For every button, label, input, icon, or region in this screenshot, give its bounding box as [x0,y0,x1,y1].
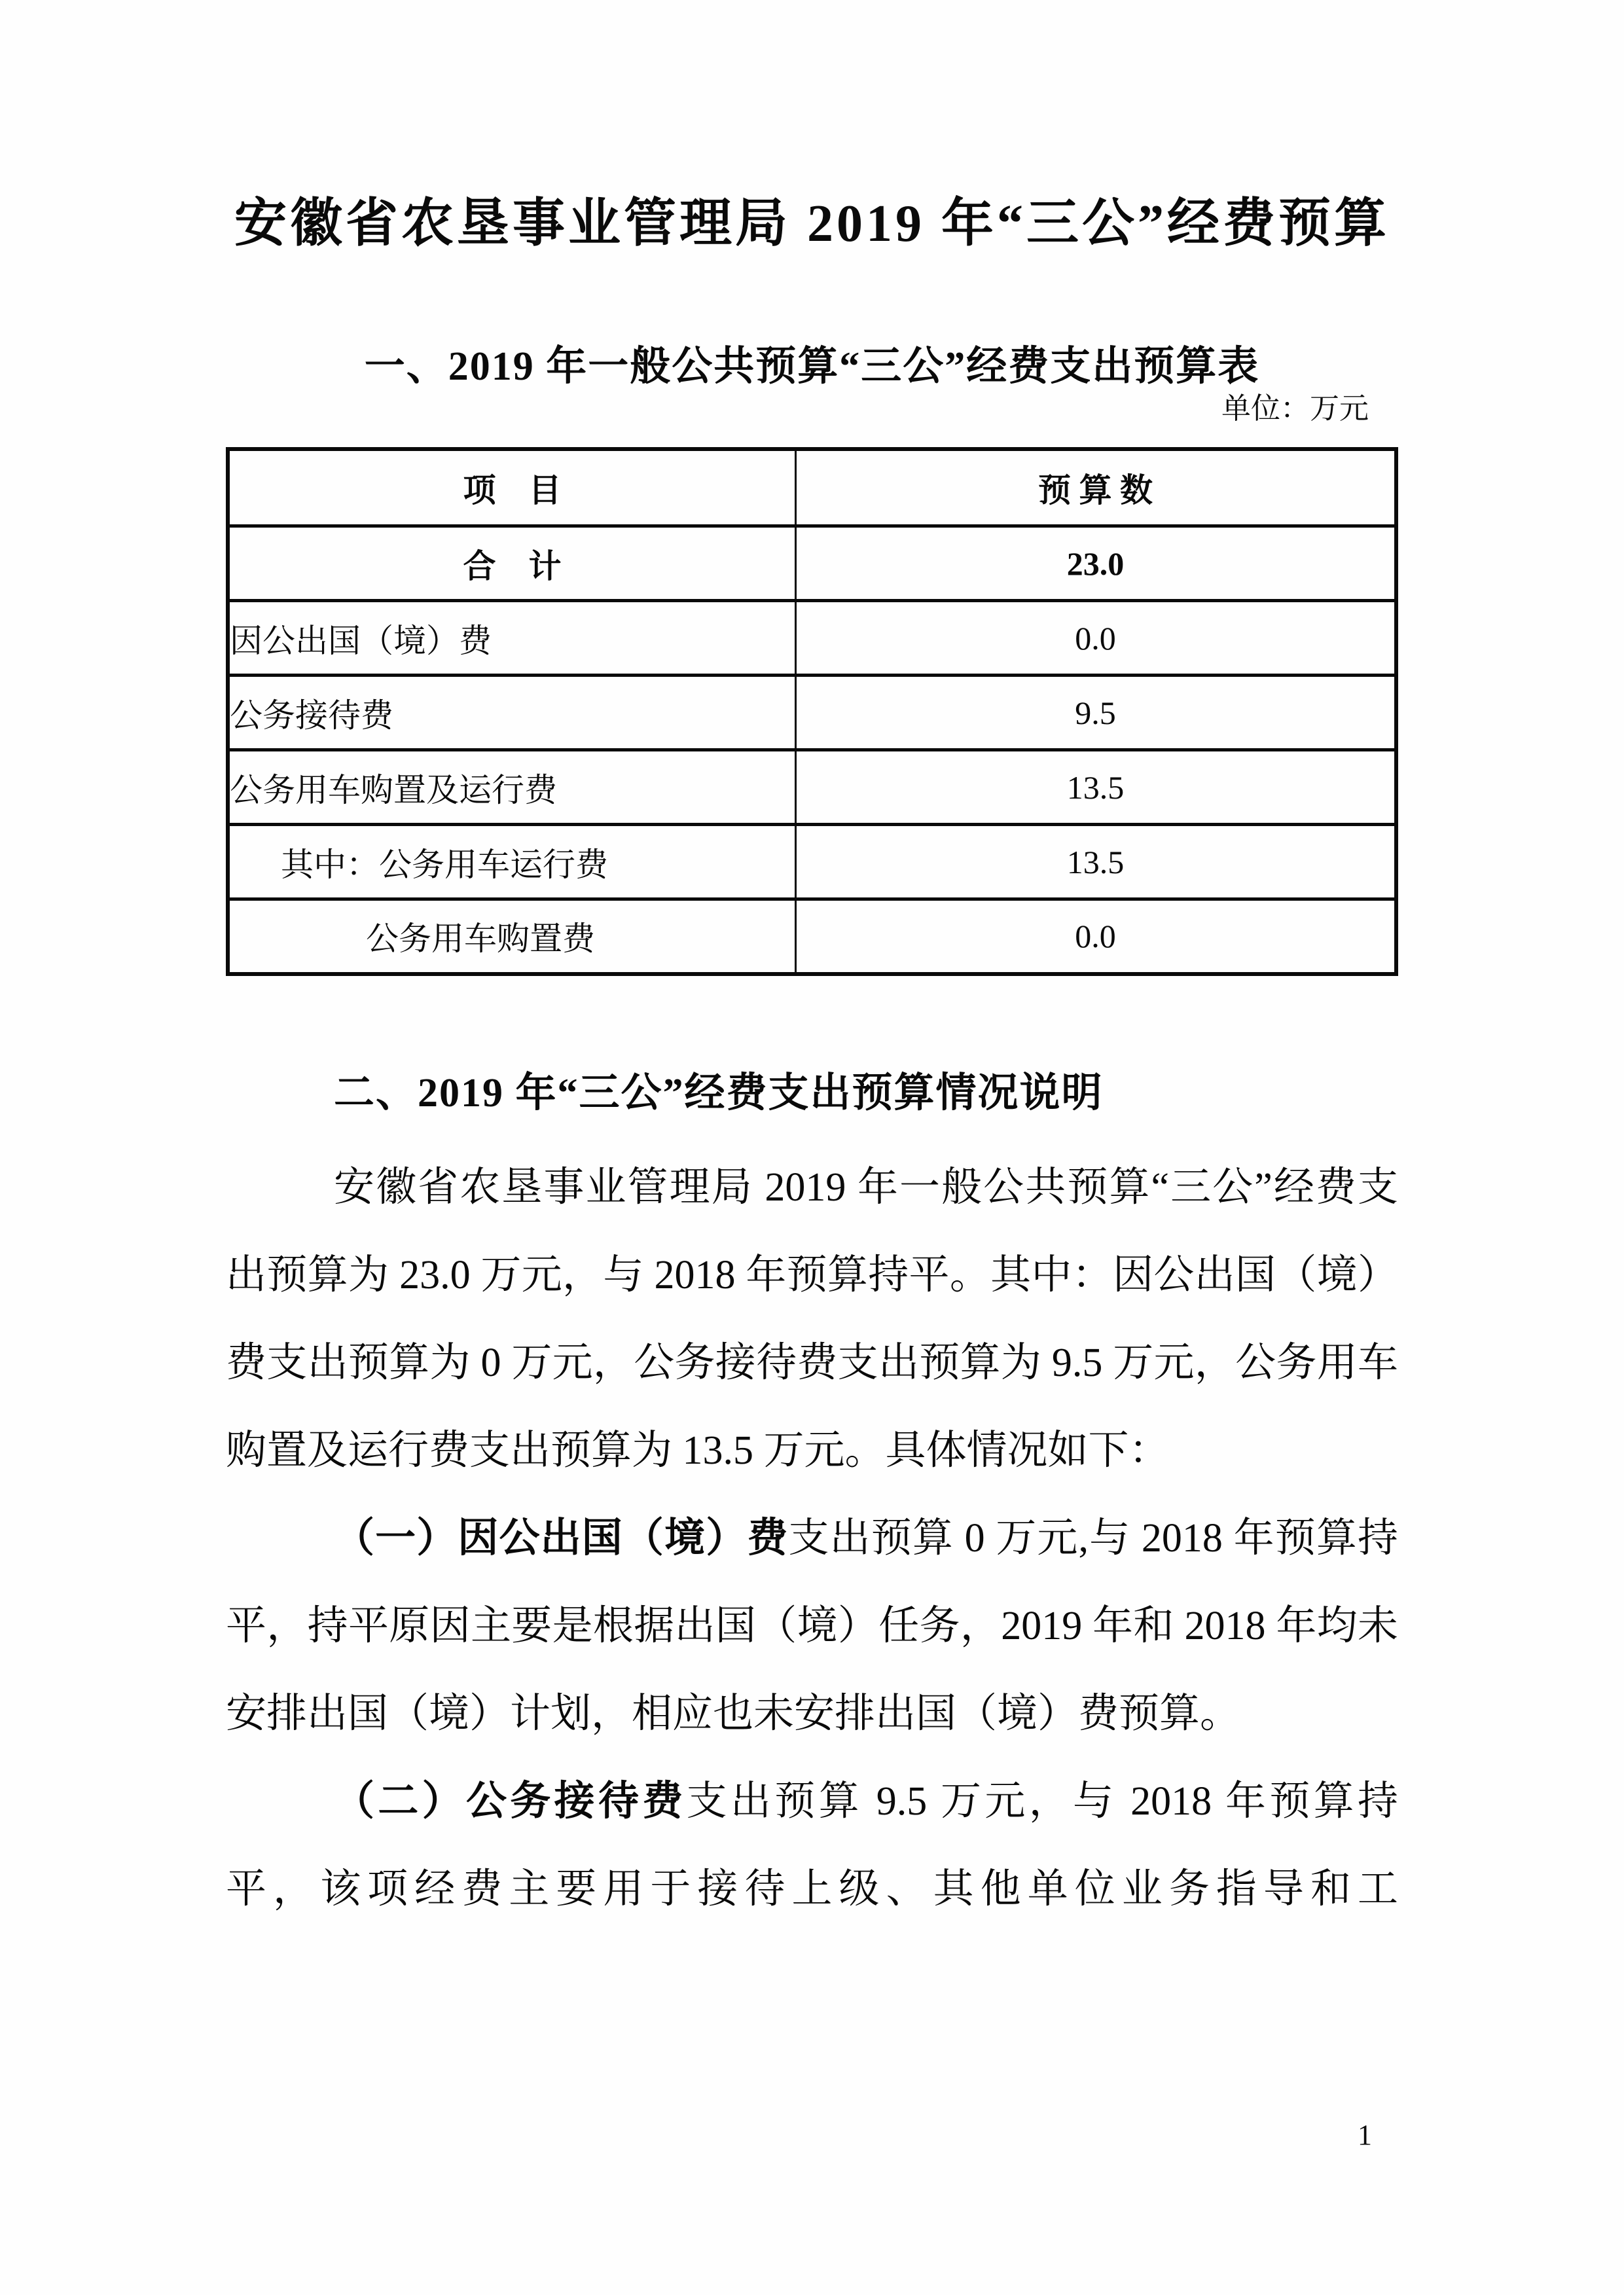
paragraph-reception-lead: （二）公务接待费 [334,1779,687,1824]
section1-heading: 一、2019 年一般公共预算“三公”经费支出预算表 [364,344,1260,389]
table-row-vehicle-operation [228,825,1396,899]
row-label-vehicle-purchase: 公务用车购置费 [228,899,796,974]
table-header-row [228,449,1396,526]
table-row-total [228,526,1396,601]
section2-body [226,1144,1398,1933]
row-label-reception: 公务接待费 [228,676,796,750]
table-row-vehicle-purchase [228,899,1396,974]
row-value-vehicle-operation: 13.5 [796,825,1397,899]
table-row-reception [228,676,1396,750]
row-value-total: 23.0 [796,526,1397,601]
row-label-vehicle-operation: 其中：公务用车运行费 [228,825,796,899]
page-number: 1 [1358,2119,1372,2151]
budget-table [226,447,1398,976]
table-row-abroad [228,601,1396,676]
unit-note: 单位：万元 [1221,391,1369,425]
document-title: 安徽省农垦事业管理局 2019 年“三公”经费预算 [234,195,1390,253]
table-row-vehicle-total [228,750,1396,825]
row-value-abroad: 0.0 [796,601,1397,676]
column-header-item: 项 目 [228,449,796,526]
paragraph-overview-text: 安徽省农垦事业管理局 2019 年一般公共预算“三公”经费支出预算为 23.0 万元，与 2018 年预算持平。其中：因公出国（境）费支出预算为 0 万元，公务接待费支出预算为 9.5 万元，公务用车购置及运行费支出预算为 13.5 万元。具体情况如下： [226,1165,1398,1473]
column-header-budget: 预 算 数 [796,449,1397,526]
paragraph-reception-text: 支出预算 9.5 万元，与 2018 年预算持平，该项经费主要用于接待上级、其他单位业务指导和工 [226,1779,1398,1912]
paragraph-overview [226,1144,1398,1494]
section2-heading: 二、2019 年“三公”经费支出预算情况说明 [334,1070,1104,1115]
row-label-abroad: 因公出国（境）费 [228,601,796,676]
paragraph-abroad-expense [226,1494,1398,1758]
paragraph-reception-expense [226,1758,1398,1933]
paragraph-abroad-text: 支出预算 0 万元,与 2018 年预算持平，持平原因主要是根据出国（境）任务，2019 年和 2018 年均未安排出国（境）计划，相应也未安排出国（境）费预算。 [226,1516,1398,1737]
row-label-vehicle-total: 公务用车购置及运行费 [228,750,796,825]
row-value-reception: 9.5 [796,676,1397,750]
row-label-total: 合 计 [228,526,796,601]
document-content [0,195,1624,1933]
row-value-vehicle-total: 13.5 [796,750,1397,825]
paragraph-abroad-lead: （一）因公出国（境）费 [334,1516,789,1561]
row-value-vehicle-purchase: 0.0 [796,899,1397,974]
